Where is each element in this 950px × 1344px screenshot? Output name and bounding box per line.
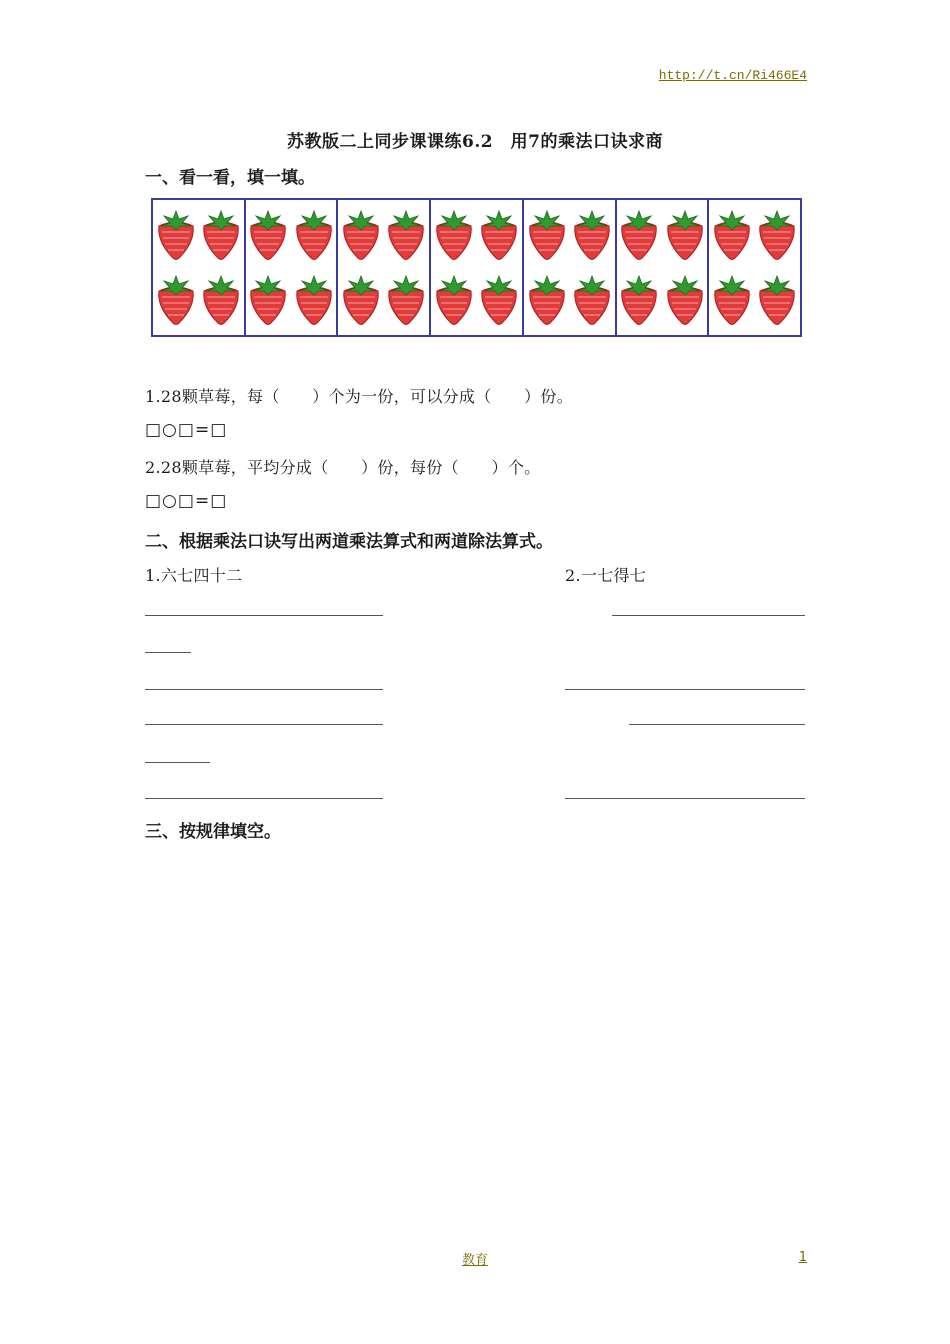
answer-line [145, 689, 383, 690]
strawberry-icon [478, 208, 520, 262]
strawberry-icon [618, 273, 660, 327]
strawberry-icon [247, 208, 289, 262]
strawberry-icon [756, 273, 798, 327]
strawberry-icon [756, 208, 798, 262]
answer-line [145, 652, 191, 653]
section-2-item-1: 1.六七四十二 [145, 566, 243, 585]
formula-2: □○□=□ [145, 491, 228, 511]
strawberry-icon [433, 208, 475, 262]
strawberry-icon [200, 273, 242, 327]
strawberry-icon [340, 273, 382, 327]
strawberry-icon [247, 273, 289, 327]
section-2-heading: 二、根据乘法口诀写出两道乘法算式和两道除法算式。 [145, 532, 553, 552]
strawberry-icon [385, 208, 427, 262]
answer-line [565, 798, 805, 799]
strawberry-group [246, 200, 339, 335]
strawberry-icon [385, 273, 427, 327]
question-1: 1.28颗草莓，每（ ）个为一份，可以分成（ ）份。 [145, 387, 574, 406]
strawberry-picture [151, 198, 802, 337]
strawberry-icon [571, 208, 613, 262]
answer-line [565, 689, 805, 690]
section-1-heading: 一、看一看，填一填。 [145, 168, 315, 188]
answer-line [145, 615, 383, 616]
strawberry-icon [711, 273, 753, 327]
strawberry-icon [155, 273, 197, 327]
strawberry-icon [155, 208, 197, 262]
answer-line [145, 762, 210, 763]
strawberry-icon [293, 208, 335, 262]
header-link[interactable]: http://t.cn/Ri466E4 [658, 68, 807, 83]
strawberry-icon [711, 208, 753, 262]
strawberry-icon [433, 273, 475, 327]
page-title: 苏教版二上同步课课练6.2 用7的乘法口诀求商 [287, 132, 663, 152]
answer-line [629, 724, 805, 725]
strawberry-icon [526, 273, 568, 327]
strawberry-group [524, 200, 617, 335]
strawberry-group [338, 200, 431, 335]
strawberry-icon [571, 273, 613, 327]
footer-label[interactable]: 教育 [461, 1253, 488, 1268]
strawberry-group [617, 200, 710, 335]
page-number: 1 [798, 1250, 807, 1265]
strawberry-icon [478, 273, 520, 327]
answer-line [145, 724, 383, 725]
answer-line [145, 798, 383, 799]
strawberry-icon [340, 208, 382, 262]
formula-1: □○□=□ [145, 420, 228, 440]
strawberry-icon [526, 208, 568, 262]
strawberry-icon [664, 273, 706, 327]
question-2: 2.28颗草莓，平均分成（ ）份，每份（ ）个。 [145, 458, 541, 477]
strawberry-icon [664, 208, 706, 262]
strawberry-group [431, 200, 524, 335]
section-2-item-2: 2.一七得七 [565, 566, 647, 585]
strawberry-icon [200, 208, 242, 262]
section-3-heading: 三、按规律填空。 [145, 822, 281, 842]
answer-line [612, 615, 805, 616]
strawberry-icon [618, 208, 660, 262]
strawberry-icon [293, 273, 335, 327]
strawberry-group [153, 200, 246, 335]
strawberry-group [709, 200, 800, 335]
